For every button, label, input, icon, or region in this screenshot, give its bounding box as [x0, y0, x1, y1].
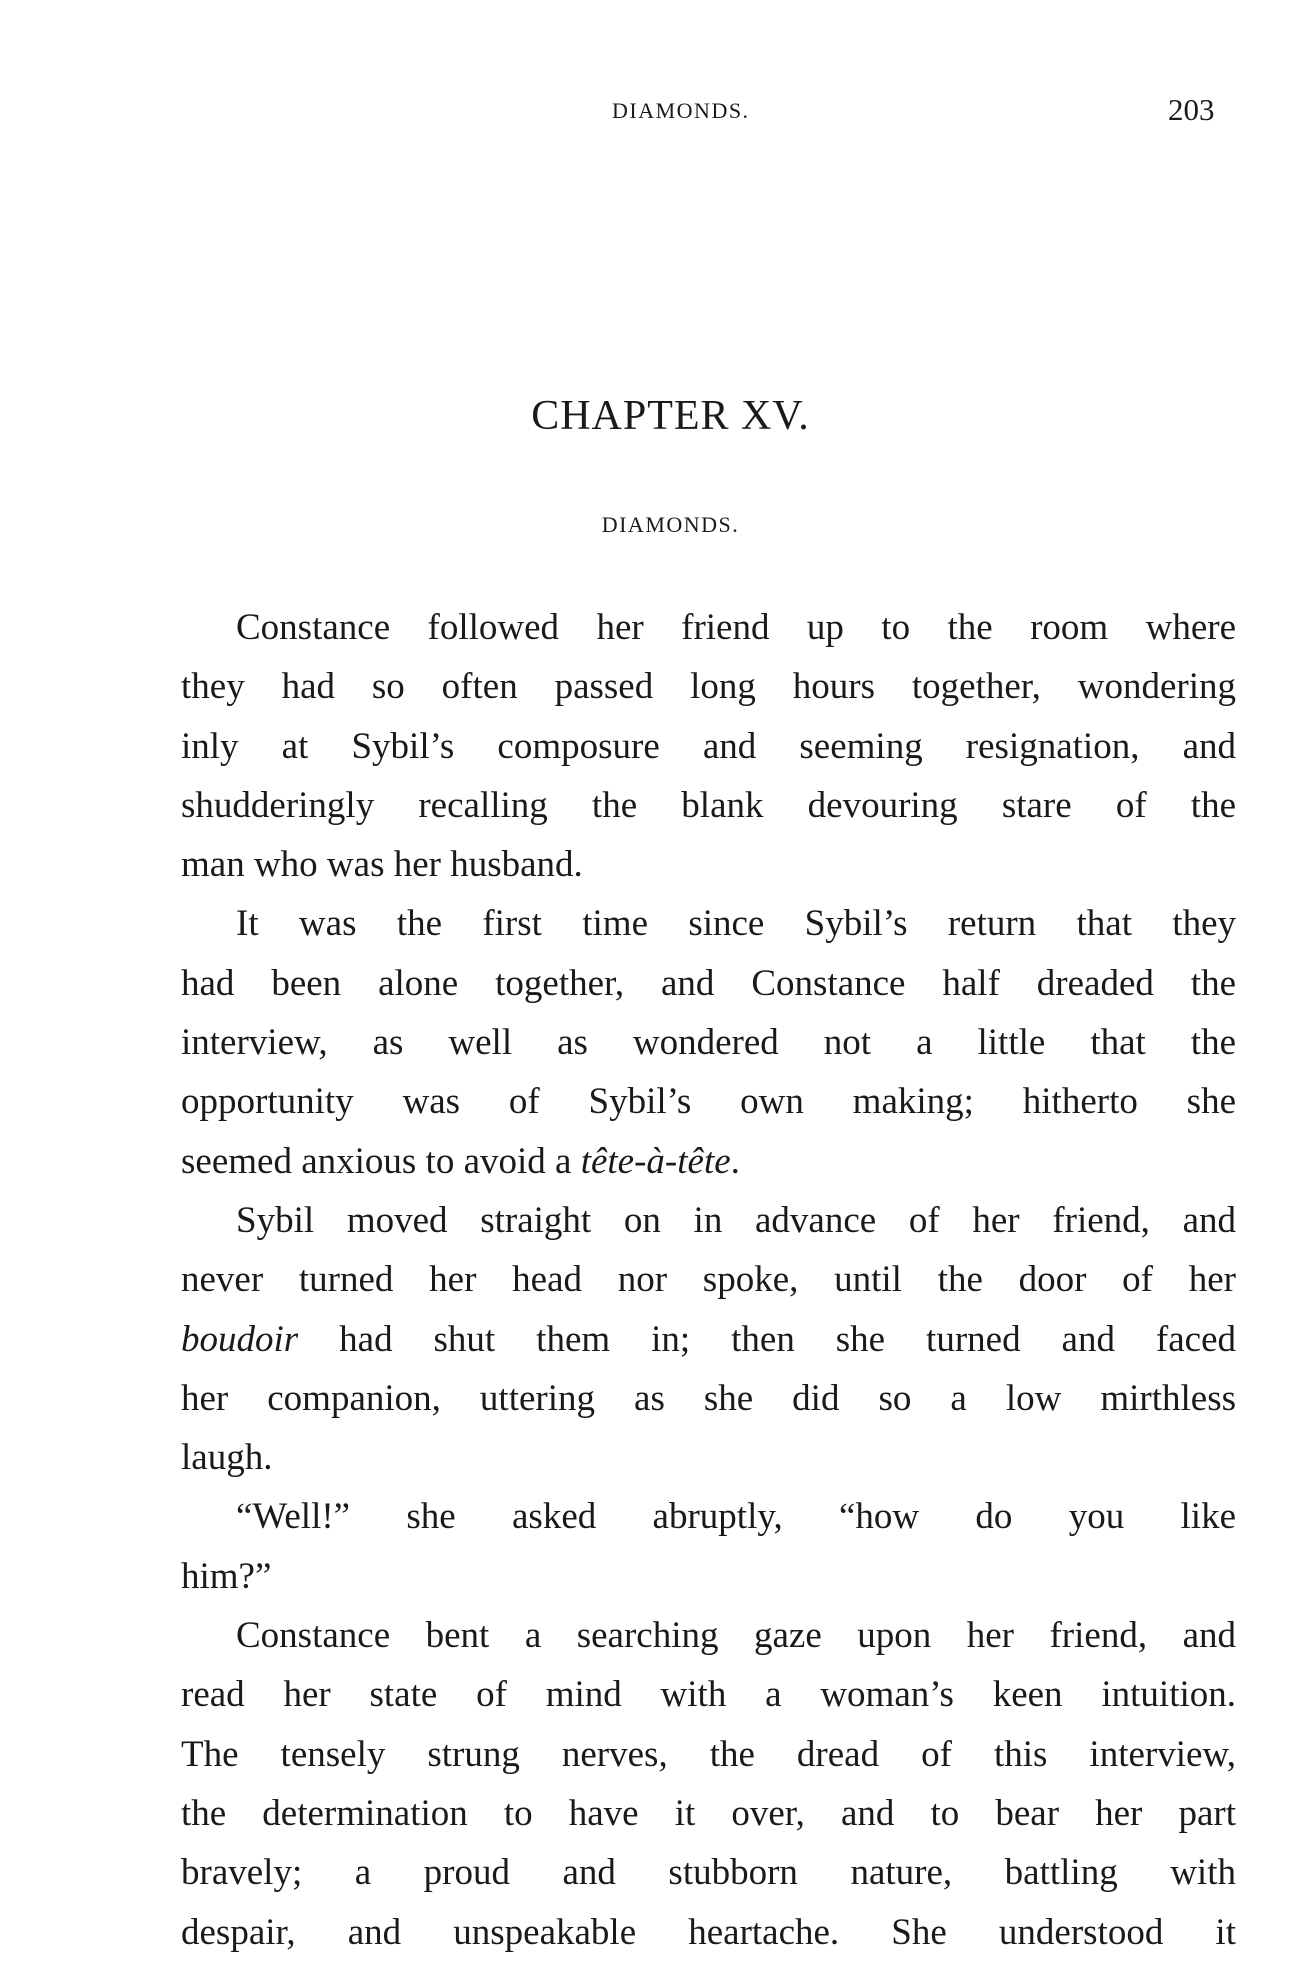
text-line: him?”: [181, 1555, 272, 1597]
text-line: read her state of mind with a woman’s keen intuition.: [181, 1674, 1236, 1716]
paragraph: [181, 1606, 1236, 1962]
text-line: inly at Sybil’s composure and seeming resignation, and: [181, 725, 1236, 767]
text-line: “Well!” she asked abruptly, “how do you like: [236, 1496, 1236, 1538]
text-line: interview, as well as wondered not a little that the: [181, 1022, 1236, 1064]
paragraph: [181, 894, 1236, 1190]
text-line: seemed anxious to avoid a tête-à-tête.: [181, 1140, 740, 1182]
text-line: opportunity was of Sybil’s own making; hitherto she: [181, 1081, 1236, 1123]
italic-word: tête-à-tête: [580, 1140, 731, 1182]
italic-word: boudoir: [181, 1318, 299, 1360]
text-line: boudoir had shut them in; then she turned and faced: [181, 1318, 1236, 1360]
text-line: bravely; a proud and stubborn nature, battling with: [181, 1852, 1236, 1894]
text-line: shudderingly recalling the blank devouring stare of the: [181, 784, 1236, 826]
paragraph: [181, 1191, 1236, 1487]
paragraph: [181, 598, 1236, 894]
text-line: Constance followed her friend up to the room where: [236, 607, 1236, 648]
text-line: had been alone together, and Constance half dreaded the: [181, 962, 1236, 1004]
text-line: never turned her head nor spoke, until the door of her: [181, 1259, 1236, 1301]
text-line: man who was her husband.: [181, 844, 583, 886]
chapter-heading: CHAPTER XV.: [531, 393, 810, 439]
paragraph: [181, 1487, 1236, 1606]
chapter-subtitle: DIAMONDS.: [601, 512, 740, 537]
text-line: It was the first time since Sybil’s return that they: [236, 903, 1236, 945]
page-number: 203: [1168, 92, 1215, 127]
running-title: DIAMONDS.: [612, 98, 750, 123]
text-line: laugh.: [181, 1437, 273, 1479]
text-line: the determination to have it over, and to bear her part: [181, 1792, 1236, 1834]
running-head: [0, 92, 1293, 132]
text-line: her companion, uttering as she did so a low mirthless: [181, 1377, 1236, 1419]
body-text: [181, 598, 1236, 1962]
text-line: The tensely strung nerves, the dread of this interview,: [181, 1733, 1236, 1775]
text-line: despair, and unspeakable heartache. She understood it: [181, 1911, 1236, 1953]
text-line: Constance bent a searching gaze upon her friend, and: [236, 1615, 1236, 1657]
text-line: Sybil moved straight on in advance of her friend, and: [236, 1199, 1236, 1241]
text-line: they had so often passed long hours together, wondering: [181, 666, 1236, 708]
